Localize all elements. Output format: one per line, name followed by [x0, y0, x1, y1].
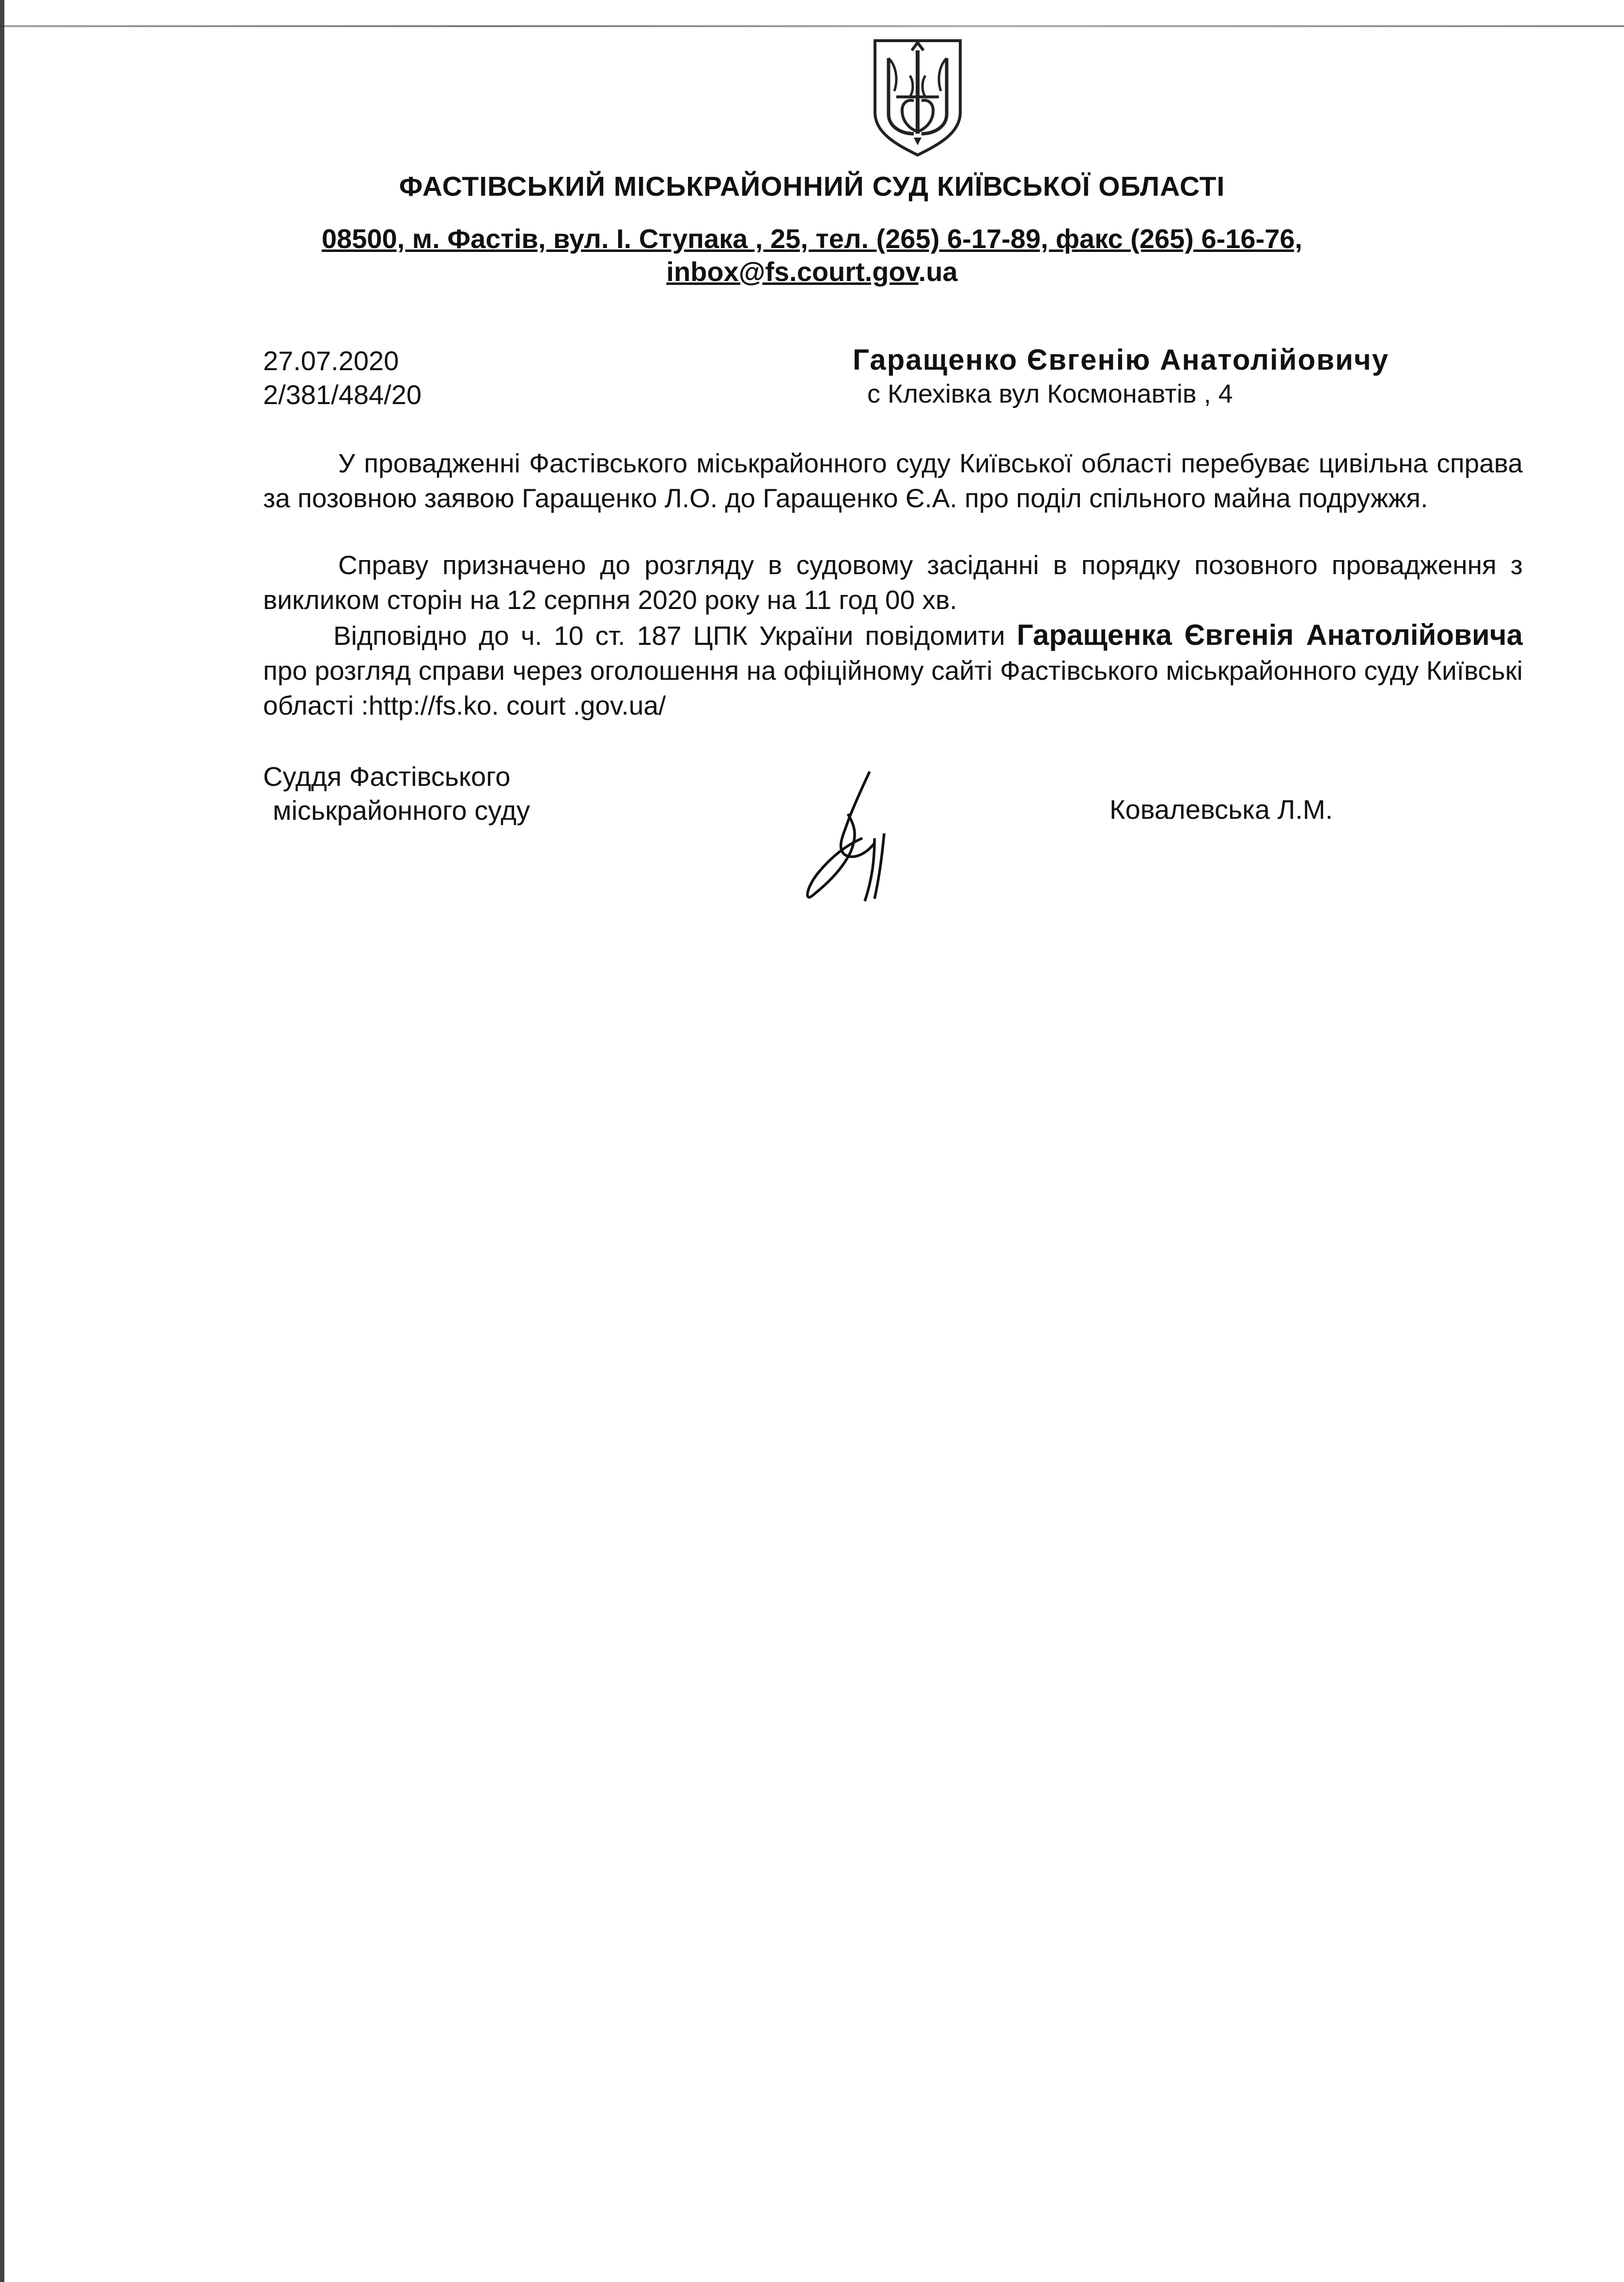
judge-name: Ковалевська Л.М.: [1109, 794, 1333, 825]
body-paragraph-3: [263, 618, 1523, 723]
signer-title-line-2: міськрайонного суду: [273, 795, 531, 826]
p3-prefix: Відповідно до ч. 10 ст. 187 ЦПК України повідомити: [333, 621, 1005, 651]
trident-emblem-icon: [869, 37, 966, 158]
p3-defendant-name: Гаращенка Євгенія Анатолійовича: [1016, 619, 1523, 651]
body-paragraph-1: У провадженні Фастівського міськрайонного суду Київської області перебуває цивільна справа за позовною заявою Гаращенко Л.О. до Гаращенко Є.А. про поділ спільного майна подружжя.: [263, 448, 1523, 513]
scan-edge-top: [0, 25, 1624, 27]
court-email-address: inbox@fs.court.gov: [666, 256, 919, 287]
scan-edge-left: [0, 0, 4, 2282]
letter-date: 27.07.2020: [263, 345, 399, 376]
body-paragraph-2: Справу призначено до розгляду в судовому засіданні в порядку позовного провадження з викликом сторін на 12 серпня 2020 року на 11 год 00 хв.: [263, 550, 1523, 615]
court-email-suffix: .ua: [918, 256, 958, 287]
signer-title: [263, 760, 530, 828]
handwritten-signature: [795, 766, 921, 911]
case-number: 2/381/484/20: [263, 379, 422, 410]
p3-suffix: про розгляд справи через оголошення на офіційному сайті Фастівського міськрайонного суду Київські області :http://fs.ko. court .gov.ua/: [263, 656, 1523, 720]
court-email: [0, 256, 1624, 287]
court-name: ФАСТІВСЬКИЙ МІСЬКРАЙОННИЙ СУД КИЇВСЬКОЇ ОБЛАСТІ: [399, 171, 1225, 202]
recipient-name: Гаращенко Євгенію Анатолійовичу: [853, 344, 1390, 376]
court-address: 08500, м. Фастів, вул. І. Ступака , 25, тел. (265) 6-17-89, факс (265) 6-16-76,: [321, 223, 1303, 254]
recipient-address: с Клехівка вул Космонавтів , 4: [867, 379, 1233, 408]
signer-title-line-1: Суддя Фастівського: [263, 761, 511, 792]
